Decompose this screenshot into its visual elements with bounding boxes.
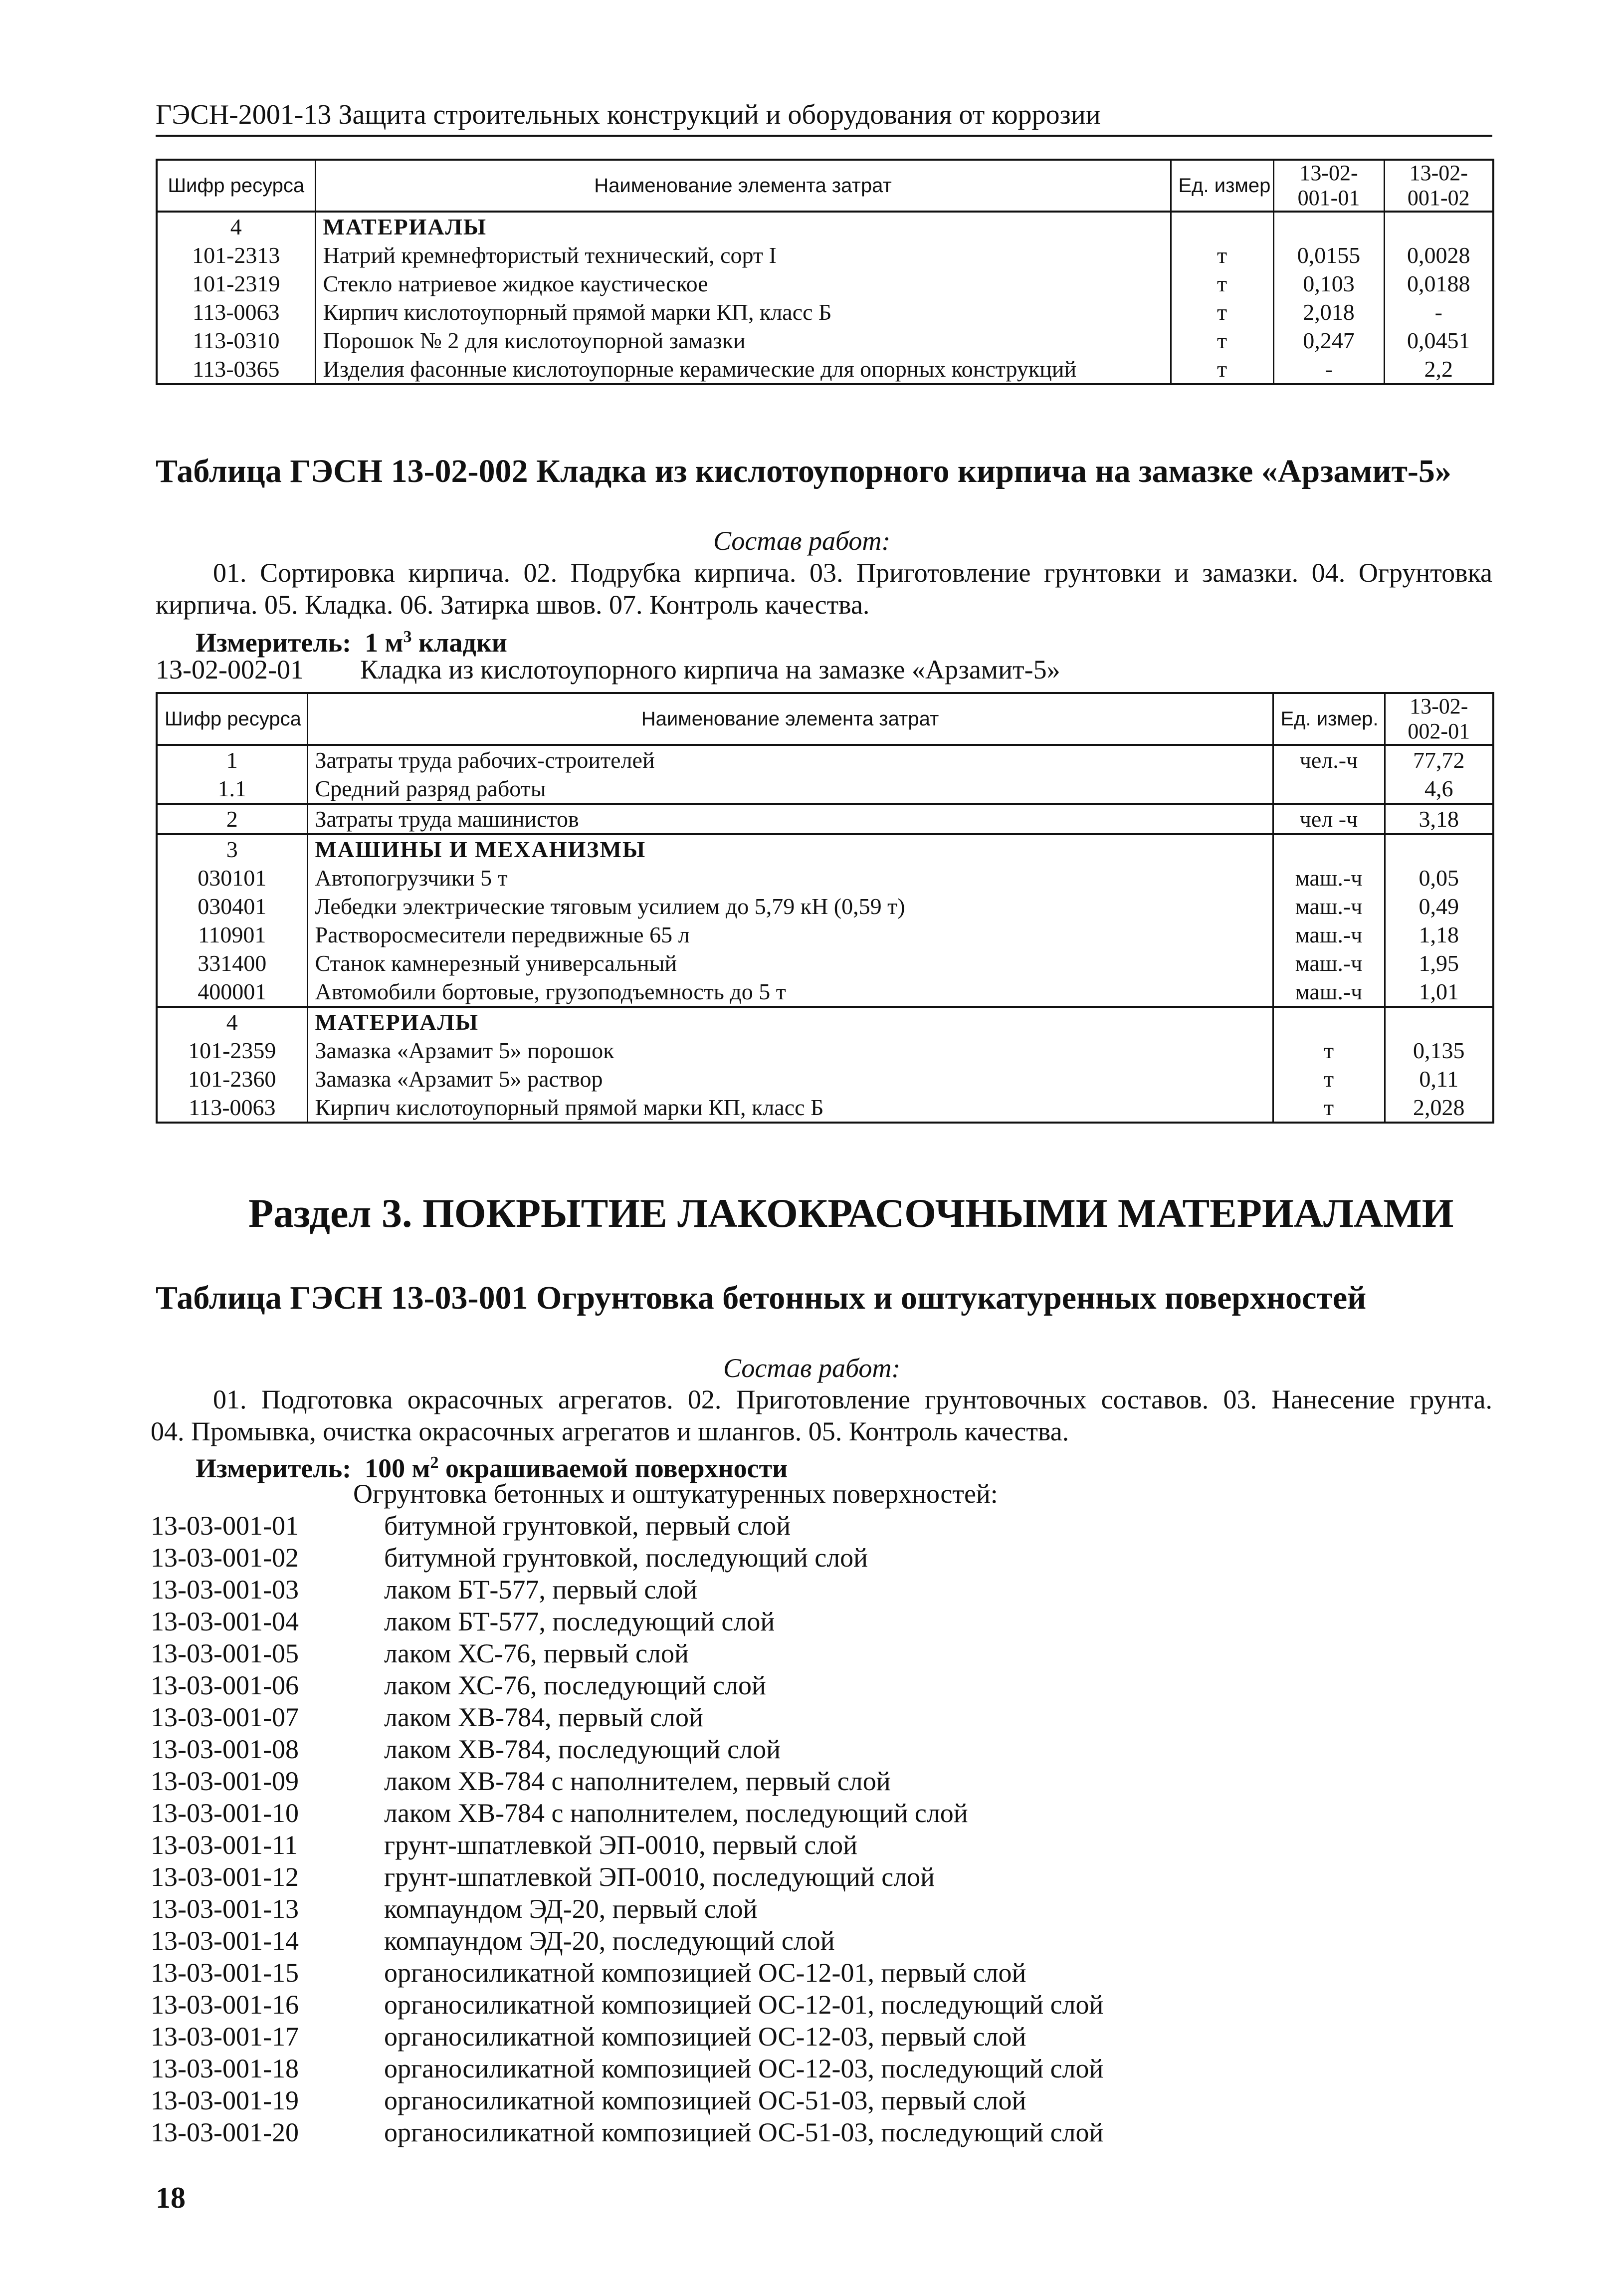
- resource-name: МАТЕРИАЛЫ: [315, 212, 1171, 241]
- resource-code: 331400: [157, 949, 307, 977]
- norm-line: [156, 654, 1060, 686]
- resource-code: 101-2319: [157, 269, 315, 298]
- norm-value-1: 2,018: [1273, 298, 1384, 326]
- list-item: [151, 2116, 1103, 2148]
- list-item: [151, 1893, 1103, 1925]
- norm-name: органосиликатной композицией ОС-51-03, последующий слой: [384, 2117, 1104, 2147]
- resource-code: 113-0310: [157, 326, 315, 355]
- norm-code: 13-03-001-01: [151, 1511, 299, 1541]
- measure-rest: окрашиваемой поверхности: [438, 1453, 788, 1483]
- measure-value: 1 м: [365, 628, 404, 658]
- resource-name: Растворосмесители передвижные 65 л: [307, 920, 1273, 949]
- resource-table-13-02-001: [156, 159, 1494, 385]
- list-item: [151, 1542, 1103, 1574]
- resource-name: Замазка «Арзамит 5» порошок: [307, 1036, 1273, 1065]
- composition-line: 01. Сортировка кирпича. 02. Подрубка кирпича. 03. Приготовление грунтовки и замазки. 04. Огрунтовка: [213, 558, 1492, 588]
- resource-code: 101-2360: [157, 1065, 307, 1093]
- resource-code: 4: [157, 212, 315, 241]
- resource-unit: т: [1273, 1065, 1385, 1093]
- resource-unit: маш.-ч: [1273, 892, 1385, 920]
- table-row: [157, 1093, 1493, 1123]
- resource-code: 101-2313: [157, 241, 315, 269]
- resource-unit: т: [1171, 298, 1273, 326]
- norm-code: 13-03-001-04: [151, 1607, 299, 1636]
- norm-code: 13-03-001-10: [151, 1798, 299, 1828]
- norm-name: лаком ХС-76, первый слой: [384, 1638, 689, 1668]
- resource-unit: чел -ч: [1273, 804, 1385, 834]
- norm-code: 13-03-001-19: [151, 2085, 299, 2115]
- norm-value-2: -: [1384, 298, 1493, 326]
- resource-unit: т: [1273, 1036, 1385, 1065]
- table-body: [157, 212, 1493, 384]
- column-header-code: Шифр ресурса: [157, 160, 315, 212]
- composition-label: Состав работ:: [723, 1353, 901, 1383]
- list-item: [151, 1669, 1103, 1701]
- column-header-code: Шифр ресурса: [157, 693, 307, 745]
- resource-unit: [1273, 834, 1385, 864]
- list-item: [151, 1733, 1103, 1765]
- norm-value: [1385, 1007, 1493, 1036]
- resource-code: 400001: [157, 977, 307, 1007]
- norm-name: битумной грунтовкой, последующий слой: [384, 1543, 868, 1573]
- resource-unit: маш.-ч: [1273, 977, 1385, 1007]
- resource-unit: [1273, 774, 1385, 804]
- column-header-unit: Ед. измер: [1171, 160, 1273, 212]
- resource-name: МАШИНЫ И МЕХАНИЗМЫ: [307, 834, 1273, 864]
- table-row: [157, 355, 1493, 384]
- table-row: [157, 241, 1493, 269]
- norm-code: 13-03-001-11: [151, 1830, 298, 1860]
- table-row: [157, 269, 1493, 298]
- composition-line: кирпича. 05. Кладка. 06. Затирка швов. 07. Контроль качества.: [156, 590, 870, 620]
- resource-name: Затраты труда машинистов: [307, 804, 1273, 834]
- norm-name: лаком ХС-76, последующий слой: [384, 1670, 766, 1700]
- list-item: [151, 1957, 1103, 1989]
- resource-name: Изделия фасонные кислотоупорные керамические для опорных конструкций: [315, 355, 1171, 384]
- column-header-name: Наименование элемента затрат: [315, 160, 1171, 212]
- norm-code: 13-03-001-03: [151, 1575, 299, 1605]
- norm-code: 13-03-001-08: [151, 1734, 299, 1764]
- norm-code: 13-03-001-12: [151, 1862, 299, 1892]
- norm-name: лаком ХВ-784 с наполнителем, первый слой: [384, 1766, 891, 1796]
- resource-name: Порошок № 2 для кислотоупорной замазки: [315, 326, 1171, 355]
- resource-unit: [1171, 212, 1273, 241]
- table-row: [157, 864, 1493, 892]
- running-header: ГЭСН-2001-13 Защита строительных конструкций и оборудования от коррозии: [156, 99, 1101, 130]
- column-header-norm-1-line2: 002-01: [1408, 719, 1470, 743]
- table-row: [157, 804, 1493, 834]
- list-item: [151, 1797, 1103, 1829]
- norm-name: лаком ХВ-784, первый слой: [384, 1702, 703, 1732]
- column-header-norm-2-line2: 001-02: [1407, 186, 1470, 210]
- measure-value: 100 м: [365, 1453, 430, 1483]
- resource-name: Натрий кремнефтористый технический, сорт I: [315, 241, 1171, 269]
- column-header-unit: Ед. измер.: [1273, 693, 1385, 745]
- table-row: [157, 326, 1493, 355]
- norm-name: компаундом ЭД-20, первый слой: [384, 1894, 758, 1924]
- resource-code: 4: [157, 1007, 307, 1036]
- list-item: [151, 1606, 1103, 1637]
- norm-code: 13-03-001-02: [151, 1543, 299, 1573]
- norm-code: 13-03-001-16: [151, 1990, 299, 2020]
- norm-code: 13-03-001-20: [151, 2117, 299, 2147]
- list-item: [151, 1765, 1103, 1797]
- norm-value: 4,6: [1385, 774, 1493, 804]
- norm-value: 77,72: [1385, 745, 1493, 774]
- measure-unit: [196, 621, 507, 659]
- resource-code: 1.1: [157, 774, 307, 804]
- column-header-norm-1: [1273, 160, 1384, 212]
- table-row: [157, 745, 1493, 774]
- norm-name: битумной грунтовкой, первый слой: [384, 1511, 791, 1541]
- resource-name: Лебедки электрические тяговым усилием до 5,79 кН (0,59 т): [307, 892, 1273, 920]
- list-item: [151, 1574, 1103, 1606]
- norm-value-1: [1273, 212, 1384, 241]
- norm-value: 0,135: [1385, 1036, 1493, 1065]
- list-item: [151, 1701, 1103, 1733]
- norm-name: органосиликатной композицией ОС-12-01, последующий слой: [384, 1990, 1104, 2020]
- norm-value: [1385, 834, 1493, 864]
- resource-name: Кирпич кислотоупорный прямой марки КП, класс Б: [315, 298, 1171, 326]
- resource-code: 2: [157, 804, 307, 834]
- norm-value: 3,18: [1385, 804, 1493, 834]
- norm-value: 1,18: [1385, 920, 1493, 949]
- table-row: [157, 977, 1493, 1007]
- norm-list: [151, 1478, 1103, 2148]
- table-row: [157, 1036, 1493, 1065]
- table-title-13-03-001: Таблица ГЭСН 13-03-001 Огрунтовка бетонных и оштукатуренных поверхностей: [156, 1280, 1367, 1316]
- list-item: [151, 1861, 1103, 1893]
- composition-line: 01. Подготовка окрасочных агрегатов. 02. Приготовление грунтовочных составов. 03. Нанесение грунта.: [213, 1384, 1492, 1414]
- table-body: [157, 745, 1493, 1123]
- resource-name: Автомобили бортовые, грузоподъемность до 5 т: [307, 977, 1273, 1007]
- list-item: [151, 2053, 1103, 2084]
- norm-value-2: [1384, 212, 1493, 241]
- composition-line: 04. Промывка, очистка окрасочных агрегатов и шлангов. 05. Контроль качества.: [151, 1416, 1069, 1446]
- norm-name: органосиликатной композицией ОС-12-01, первый слой: [384, 1958, 1026, 1988]
- composition-paragraph: [156, 557, 1492, 621]
- table-header-row: [157, 160, 1493, 212]
- resource-code: 113-0063: [157, 1093, 307, 1123]
- measure-exponent: 2: [430, 1453, 439, 1472]
- resource-unit: маш.-ч: [1273, 920, 1385, 949]
- list-item: [151, 1637, 1103, 1669]
- resource-name: Стекло натриевое жидкое каустическое: [315, 269, 1171, 298]
- table-group-row: [157, 1007, 1493, 1036]
- norm-name: органосиликатной композицией ОС-12-03, первый слой: [384, 2022, 1026, 2052]
- table-row: [157, 298, 1493, 326]
- norm-name: грунт-шпатлевкой ЭП-0010, первый слой: [384, 1830, 858, 1860]
- list-item: [151, 1510, 1103, 1542]
- norm-name: лаком БТ-577, последующий слой: [384, 1607, 775, 1636]
- column-header-norm-1: [1385, 693, 1493, 745]
- column-header-norm-1-line1: 13-02-: [1410, 694, 1468, 718]
- norm-code: 13-03-001-18: [151, 2054, 299, 2083]
- measure-label: Измеритель:: [196, 628, 352, 658]
- norm-code: 13-03-001-06: [151, 1670, 299, 1700]
- resource-table-13-02-002: [156, 692, 1494, 1124]
- norm-name: лаком ХВ-784, последующий слой: [384, 1734, 781, 1764]
- norm-code: 13-02-002-01: [156, 655, 304, 685]
- resource-unit: [1273, 1007, 1385, 1036]
- page-number: 18: [156, 2181, 186, 2214]
- resource-name: МАТЕРИАЛЫ: [307, 1007, 1273, 1036]
- norm-value: 0,05: [1385, 864, 1493, 892]
- resource-name: Станок камнерезный универсальный: [307, 949, 1273, 977]
- norm-name: грунт-шпатлевкой ЭП-0010, последующий слой: [384, 1862, 935, 1892]
- norm-code: 13-03-001-14: [151, 1926, 299, 1956]
- norm-value-1: 0,103: [1273, 269, 1384, 298]
- resource-code: 113-0063: [157, 298, 315, 326]
- table-row: [157, 949, 1493, 977]
- table-group-row: [157, 834, 1493, 864]
- list-item: [151, 1925, 1103, 1957]
- norm-value: 2,028: [1385, 1093, 1493, 1123]
- resource-name: Кирпич кислотоупорный прямой марки КП, класс Б: [307, 1093, 1273, 1123]
- resource-code: 113-0365: [157, 355, 315, 384]
- table-row: [157, 920, 1493, 949]
- column-header-norm-2-line1: 13-02-: [1409, 161, 1468, 185]
- table-title-13-02-002: Таблица ГЭСН 13-02-002 Кладка из кислотоупорного кирпича на замазке «Арзамит-5»: [156, 453, 1451, 489]
- list-item: [151, 2084, 1103, 2116]
- section-title: Раздел 3. ПОКРЫТИЕ ЛАКОКРАСОЧНЫМИ МАТЕРИАЛАМИ: [248, 1190, 1454, 1236]
- resource-name: Затраты труда рабочих-строителей: [307, 745, 1273, 774]
- norm-list-heading: Огрунтовка бетонных и оштукатуренных поверхностей:: [353, 1479, 998, 1509]
- table-header-row: [157, 693, 1493, 745]
- resource-code: 030401: [157, 892, 307, 920]
- norm-name: лаком ХВ-784 с наполнителем, последующий слой: [384, 1798, 968, 1828]
- norm-value: 0,49: [1385, 892, 1493, 920]
- composition-label: Состав работ:: [713, 526, 891, 556]
- norm-code: 13-03-001-05: [151, 1638, 299, 1668]
- norm-name: органосиликатной композицией ОС-51-03, первый слой: [384, 2085, 1026, 2115]
- measure-rest: кладки: [411, 628, 507, 658]
- norm-value-1: 0,247: [1273, 326, 1384, 355]
- resource-code: 3: [157, 834, 307, 864]
- resource-unit: т: [1171, 241, 1273, 269]
- resource-code: 110901: [157, 920, 307, 949]
- norm-code: 13-03-001-17: [151, 2022, 299, 2052]
- table-row: [157, 892, 1493, 920]
- resource-unit: т: [1171, 326, 1273, 355]
- column-header-norm-2: [1384, 160, 1493, 212]
- table-row: [157, 774, 1493, 804]
- norm-value-1: 0,0155: [1273, 241, 1384, 269]
- norm-code: 13-03-001-07: [151, 1702, 299, 1732]
- norm-value: 0,11: [1385, 1065, 1493, 1093]
- list-item: [151, 1989, 1103, 2021]
- norm-value: 1,01: [1385, 977, 1493, 1007]
- column-header-name: Наименование элемента затрат: [307, 693, 1273, 745]
- resource-name: Средний разряд работы: [307, 774, 1273, 804]
- norm-rows: [151, 1510, 1103, 2148]
- resource-code: 030101: [157, 864, 307, 892]
- header-rule: [156, 135, 1492, 137]
- norm-name: Кладка из кислотоупорного кирпича на замазке «Арзамит-5»: [360, 655, 1060, 685]
- resource-unit: чел.-ч: [1273, 745, 1385, 774]
- resource-code: 101-2359: [157, 1036, 307, 1065]
- norm-code: 13-03-001-09: [151, 1766, 299, 1796]
- norm-code: 13-03-001-13: [151, 1894, 299, 1924]
- resource-name: Автопогрузчики 5 т: [307, 864, 1273, 892]
- composition-paragraph: [151, 1383, 1492, 1447]
- resource-code: 1: [157, 745, 307, 774]
- column-header-norm-1-line2: 001-01: [1297, 186, 1360, 210]
- norm-code: 13-03-001-15: [151, 1958, 299, 1988]
- resource-name: Замазка «Арзамит 5» раствор: [307, 1065, 1273, 1093]
- norm-value-2: 0,0188: [1384, 269, 1493, 298]
- resource-unit: т: [1171, 269, 1273, 298]
- measure-label: Измеритель:: [196, 1453, 352, 1483]
- list-item: [151, 2021, 1103, 2053]
- resource-unit: маш.-ч: [1273, 949, 1385, 977]
- resource-unit: маш.-ч: [1273, 864, 1385, 892]
- list-item: [151, 1829, 1103, 1861]
- resource-unit: т: [1171, 355, 1273, 384]
- norm-value-1: -: [1273, 355, 1384, 384]
- norm-value-2: 0,0028: [1384, 241, 1493, 269]
- norm-name: органосиликатной композицией ОС-12-03, последующий слой: [384, 2054, 1104, 2083]
- resource-unit: т: [1273, 1093, 1385, 1123]
- column-header-norm-1-line1: 13-02-: [1299, 161, 1358, 185]
- norm-value-2: 0,0451: [1384, 326, 1493, 355]
- norm-value-2: 2,2: [1384, 355, 1493, 384]
- norm-value: 1,95: [1385, 949, 1493, 977]
- norm-name: компаундом ЭД-20, последующий слой: [384, 1926, 835, 1956]
- norm-name: лаком БТ-577, первый слой: [384, 1575, 698, 1605]
- table-row: [157, 212, 1493, 241]
- measure-exponent: 3: [403, 628, 412, 646]
- table-row: [157, 1065, 1493, 1093]
